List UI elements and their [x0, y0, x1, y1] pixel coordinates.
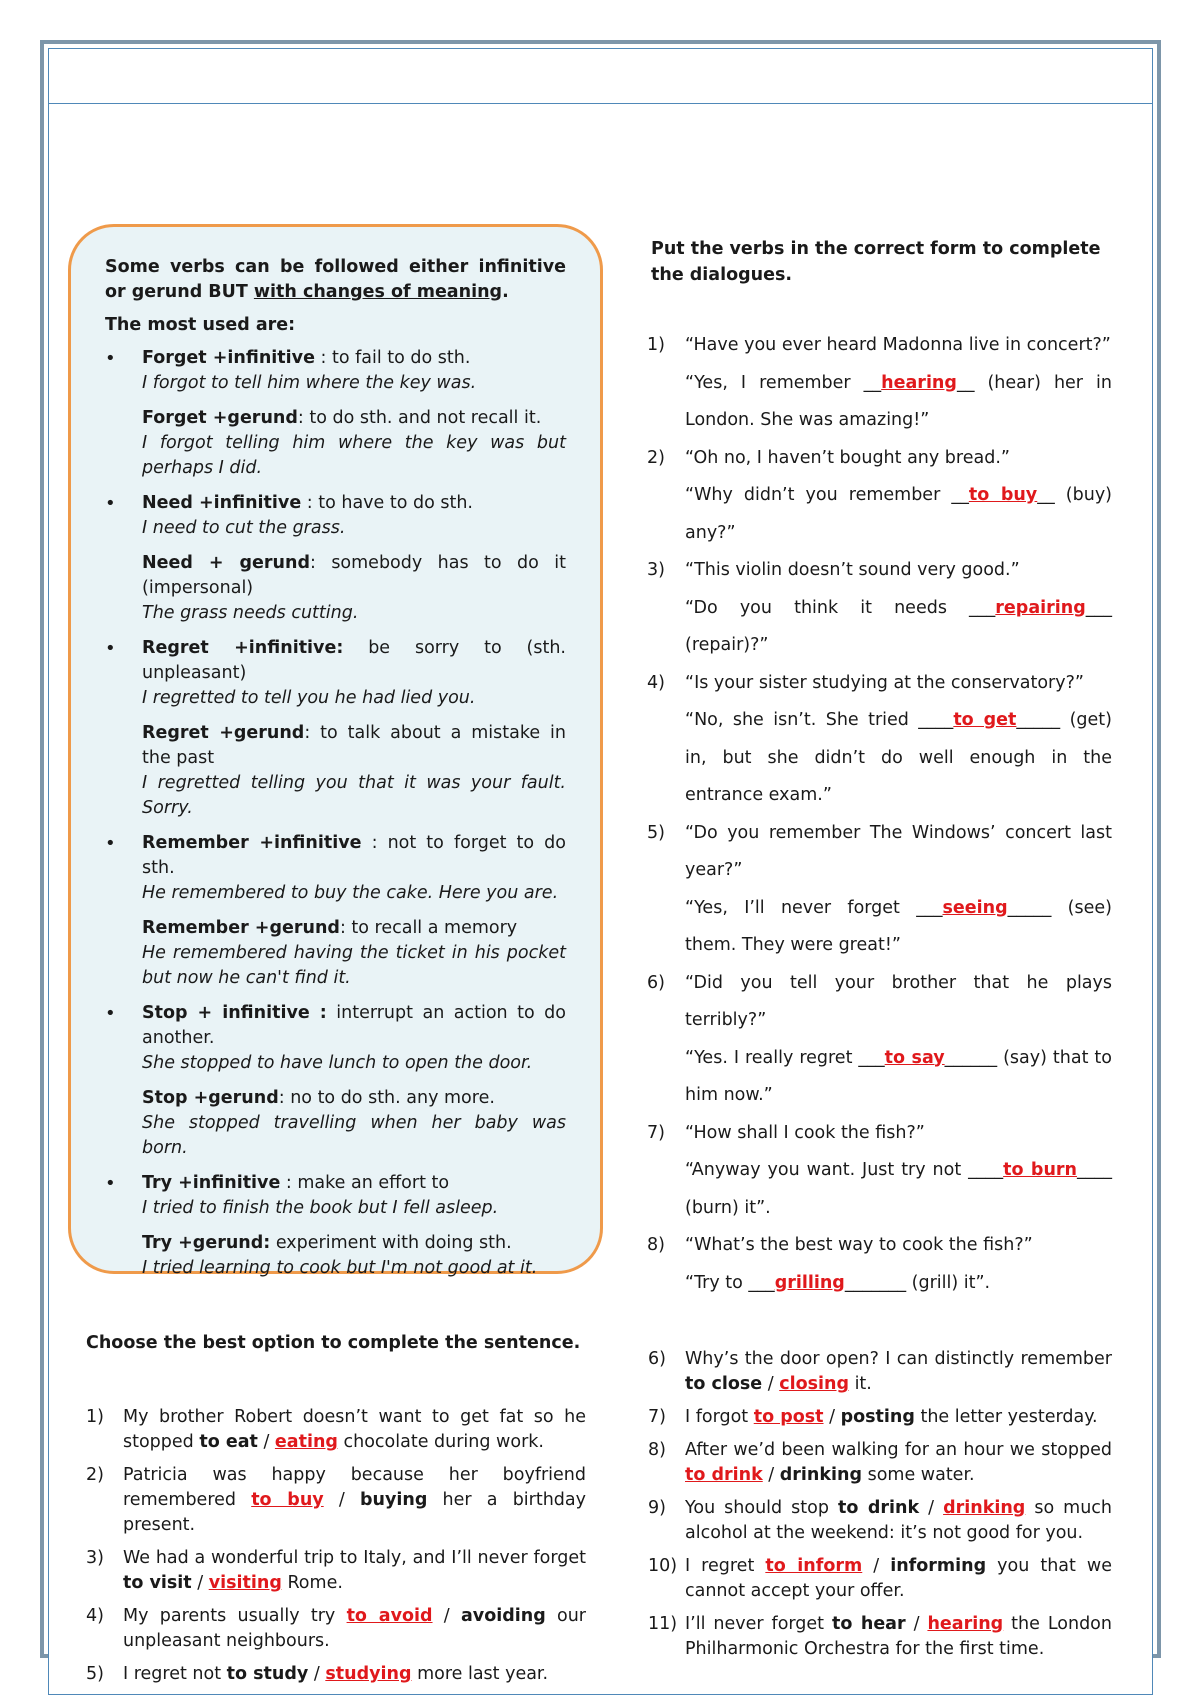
- dialogue-number: 6): [647, 972, 665, 993]
- rules-intro: Some verbs can be followed either infinitive or gerund BUT with changes of meaning.: [105, 257, 566, 302]
- option-a[interactable]: to close: [685, 1374, 763, 1394]
- rule-def: : not to forget to do sth.: [142, 833, 566, 878]
- dialogue-item: [647, 440, 1112, 553]
- rule-definition: [142, 638, 566, 683]
- option-item: [86, 1546, 586, 1596]
- rule-head: Try +infinitive: [142, 1173, 281, 1193]
- option-item: [648, 1496, 1112, 1546]
- filled-answer: to get: [953, 710, 1017, 730]
- option-sentence: [685, 1347, 1112, 1397]
- dialogue-body: [685, 815, 1112, 965]
- answer-prefix: “Yes, I remember __: [685, 372, 882, 393]
- dialogue-item: [647, 815, 1112, 965]
- rule-def: : to recall a memory: [339, 918, 518, 938]
- option-sentence: [123, 1405, 586, 1455]
- option-a[interactable]: to hear: [831, 1614, 906, 1634]
- option-a[interactable]: to drink: [685, 1465, 763, 1485]
- dialogue-item: [647, 1115, 1112, 1228]
- option-number: 4): [86, 1606, 104, 1626]
- option-a[interactable]: to avoid: [346, 1606, 433, 1626]
- rule-example: I forgot to tell him where the key was.: [142, 373, 477, 393]
- options-list-left: [86, 1405, 586, 1695]
- rule-definition: [142, 493, 473, 513]
- dialogue-body: [685, 1115, 1112, 1228]
- dialogue-item: [647, 965, 1112, 1115]
- sentence-start: After we’d been walking for an hour we stopped: [685, 1440, 1112, 1460]
- rule-example: I tried learning to cook but I'm not good at it.: [142, 1258, 538, 1278]
- option-number: 7): [648, 1407, 666, 1427]
- rule-head: Need + gerund: [142, 553, 310, 573]
- option-b[interactable]: hearing: [927, 1614, 1004, 1634]
- dialogue-number: 2): [647, 447, 665, 468]
- rule-head: Try +gerund:: [142, 1233, 271, 1253]
- sentence-start: My brother Robert doesn’t want to get fat so he stopped: [123, 1407, 586, 1452]
- dialogue-question: “How shall I cook the fish?”: [685, 1122, 925, 1143]
- option-sentence: [685, 1496, 1112, 1546]
- option-item: [648, 1612, 1112, 1662]
- answer-suffix: _______ (grill) it”.: [844, 1272, 991, 1293]
- sentence-start: I’ll never forget: [685, 1614, 832, 1634]
- option-b[interactable]: informing: [890, 1556, 987, 1576]
- sentence-start: You should stop: [685, 1498, 838, 1518]
- answer-prefix: “Anyway you want. Just try not ____: [685, 1160, 1004, 1180]
- option-number: 1): [86, 1407, 104, 1427]
- option-separator: /: [823, 1407, 841, 1427]
- sentence-end: her a birthday present.: [123, 1490, 586, 1535]
- option-b[interactable]: posting: [840, 1407, 915, 1427]
- rules-list: [105, 346, 566, 1281]
- option-b[interactable]: visiting: [208, 1573, 282, 1593]
- option-separator: /: [762, 1374, 780, 1394]
- rule-item: [105, 1001, 566, 1076]
- dialogue-question: “What’s the best way to cook the fish?”: [685, 1235, 1033, 1255]
- option-number: 11): [648, 1614, 678, 1634]
- sentence-end: Rome.: [281, 1573, 343, 1593]
- dialogue-answer: [685, 477, 1112, 552]
- dialogue-question: “This violin doesn’t sound very good.”: [685, 560, 1020, 580]
- answer-prefix: “Try to ___: [685, 1272, 775, 1293]
- rule-definition: [142, 833, 566, 878]
- sentence-end: chocolate during work.: [337, 1432, 544, 1452]
- rule-head: Forget +infinitive: [142, 348, 315, 368]
- sentence-start: We had a wonderful trip to Italy, and I’ll never forget: [123, 1548, 586, 1568]
- sentence-end: some water.: [862, 1465, 975, 1485]
- rule-def: : somebody has to do it (impersonal): [142, 553, 567, 598]
- rule-definition: [142, 1233, 512, 1253]
- answer-prefix: “Yes, I’ll never forget ___: [685, 897, 943, 918]
- rule-head: Stop + infinitive :: [142, 1003, 327, 1023]
- option-sentence: [123, 1546, 586, 1596]
- option-item: [648, 1347, 1112, 1397]
- option-sentence: [123, 1463, 586, 1538]
- answer-prefix: “Do you think it needs ___: [685, 597, 996, 618]
- rule-head: Forget +gerund: [142, 408, 298, 428]
- rule-definition: [142, 553, 566, 598]
- filled-answer: to burn: [1003, 1160, 1077, 1180]
- dialogue-question: “Did you tell your brother that he plays terribly?”: [685, 972, 1112, 1030]
- option-b[interactable]: buying: [359, 1490, 428, 1510]
- filled-answer: grilling: [774, 1272, 845, 1293]
- rule-def: interrupt an action to do another.: [142, 1003, 566, 1048]
- rule-definition: [142, 723, 566, 768]
- option-separator: /: [905, 1614, 928, 1634]
- dialogue-body: [685, 1227, 1112, 1302]
- option-separator: /: [919, 1498, 944, 1518]
- answer-suffix: _____ (see) them. They were great!”: [685, 897, 1112, 955]
- rule-example: She stopped to have lunch to open the door.: [142, 1053, 533, 1073]
- dialogue-body: [685, 665, 1112, 815]
- dialogue-number: 4): [647, 672, 665, 693]
- option-item: [86, 1662, 586, 1687]
- option-number: 9): [648, 1498, 666, 1518]
- answer-suffix: ___ (repair)?”: [685, 597, 1112, 655]
- rule-example: The grass needs cutting.: [142, 603, 359, 623]
- dialogue-answer: [685, 1152, 1112, 1227]
- option-a[interactable]: to visit: [123, 1573, 192, 1593]
- sentence-end: it.: [849, 1374, 872, 1394]
- rule-example: He remembered having the ticket in his pocket but now he can't find it.: [142, 943, 566, 988]
- dialogue-answer: [685, 1040, 1112, 1115]
- sentence-end: so much alcohol at the weekend: it’s not good for you.: [685, 1498, 1113, 1543]
- filled-answer: seeing: [942, 897, 1008, 918]
- sentence-start: Patricia was happy because her boyfriend remembered: [123, 1465, 586, 1510]
- sentence-start: Why’s the door open? I can distinctly remember: [685, 1349, 1112, 1369]
- option-b[interactable]: studying: [325, 1664, 412, 1684]
- answer-suffix: __ (buy) any?”: [685, 485, 1113, 543]
- rule-definition: [142, 1173, 449, 1193]
- rule-definition: [142, 1088, 495, 1108]
- rule-item: [105, 491, 566, 541]
- dialogue-answer: [685, 365, 1112, 440]
- option-a[interactable]: to inform: [765, 1556, 863, 1576]
- dialogue-body: [685, 552, 1112, 665]
- rules-intro-emphasis: with changes of meaning: [253, 282, 503, 302]
- sentence-start: I regret not: [123, 1664, 227, 1684]
- option-separator: /: [323, 1490, 360, 1510]
- option-item: [86, 1405, 586, 1455]
- sentence-end: the London Philharmonic Orchestra for the first time.: [685, 1614, 1112, 1659]
- option-separator: /: [762, 1465, 780, 1485]
- rule-item: [105, 721, 566, 821]
- dialogues-list: [647, 327, 1112, 1302]
- rule-def: : to fail to do sth.: [314, 348, 471, 368]
- dialogue-body: [685, 965, 1112, 1115]
- option-b[interactable]: closing: [779, 1374, 849, 1394]
- rule-head: Need +infinitive: [142, 493, 302, 513]
- rule-def: experiment with doing sth.: [270, 1233, 512, 1253]
- rule-example: I tried to finish the book but I fell asleep.: [142, 1198, 499, 1218]
- dialogue-question: “Oh no, I haven’t bought any bread.”: [685, 447, 1010, 468]
- dialogue-answer: [685, 1265, 1112, 1303]
- dialogue-item: [647, 327, 1112, 440]
- option-sentence: [123, 1604, 586, 1654]
- rule-item: [105, 406, 566, 481]
- rule-def: : to have to do sth.: [301, 493, 473, 513]
- option-separator: /: [257, 1432, 275, 1452]
- dialogues-instruction: Put the verbs in the correct form to complete the dialogues.: [651, 239, 1101, 285]
- filled-answer: repairing: [995, 597, 1086, 618]
- sentence-end: you that we cannot accept your offer.: [685, 1556, 1112, 1601]
- rule-def: : to talk about a mistake in the past: [142, 723, 566, 768]
- rule-definition: [142, 348, 470, 368]
- option-b[interactable]: eating: [274, 1432, 338, 1452]
- option-a[interactable]: to buy: [251, 1490, 324, 1510]
- option-sentence: [685, 1405, 1112, 1430]
- dialogue-number: 3): [647, 560, 665, 580]
- dialogue-item: [647, 552, 1112, 665]
- option-number: 5): [86, 1664, 104, 1684]
- option-a[interactable]: to drink: [837, 1498, 920, 1518]
- option-b[interactable]: avoiding: [460, 1606, 546, 1626]
- rule-item: [105, 346, 566, 396]
- option-number: 10): [648, 1556, 678, 1576]
- option-item: [648, 1438, 1112, 1488]
- rule-head: Remember +infinitive: [142, 833, 362, 853]
- dialogue-number: 5): [647, 822, 665, 843]
- option-item: [648, 1554, 1112, 1604]
- dialogue-question: “Is your sister studying at the conservatory?”: [685, 672, 1084, 693]
- answer-prefix: “Yes. I really regret ___: [685, 1047, 885, 1068]
- option-item: [648, 1405, 1112, 1430]
- dialogue-body: [685, 327, 1112, 440]
- rule-def: : make an effort to: [280, 1173, 450, 1193]
- sentence-start: I regret: [685, 1556, 766, 1576]
- rule-example: She stopped travelling when her baby was born.: [142, 1113, 566, 1158]
- option-a[interactable]: to eat: [199, 1432, 258, 1452]
- option-number: 8): [648, 1440, 666, 1460]
- rule-example: He remembered to buy the cake. Here you are.: [142, 883, 559, 903]
- sentence-start: My parents usually try: [123, 1606, 347, 1626]
- option-number: 3): [86, 1548, 104, 1568]
- filled-answer: to say: [884, 1047, 945, 1068]
- rule-item: [105, 1171, 566, 1221]
- grammar-rules-box: [68, 224, 603, 1278]
- options-instruction: Choose the best option to complete the sentence.: [86, 1333, 581, 1353]
- rule-def: : no to do sth. any more.: [278, 1088, 495, 1108]
- sentence-end: our unpleasant neighbours.: [123, 1606, 587, 1651]
- dialogue-answer: [685, 890, 1112, 965]
- options-list-right: [648, 1347, 1112, 1670]
- option-sentence: [123, 1662, 586, 1687]
- answer-prefix: “No, she isn’t. She tried ____: [685, 710, 954, 730]
- option-a[interactable]: to post: [753, 1407, 824, 1427]
- rule-definition: [142, 1003, 566, 1048]
- dialogue-question: “Do you remember The Windows’ concert last year?”: [685, 822, 1112, 880]
- most-used-heading: The most used are:: [105, 315, 296, 335]
- option-item: [86, 1463, 586, 1538]
- dialogue-number: 1): [647, 335, 665, 355]
- option-b[interactable]: drinking: [943, 1498, 1026, 1518]
- rule-item: [105, 1231, 566, 1281]
- sentence-end: more last year.: [411, 1664, 549, 1684]
- dialogue-item: [647, 1227, 1112, 1302]
- sentence-start: I forgot: [685, 1407, 754, 1427]
- answer-suffix: __ (hear) her in London. She was amazing!”: [685, 372, 1112, 430]
- answer-suffix: _____ (get) in, but she didn’t do well enough in the entrance exam.”: [685, 710, 1112, 805]
- option-separator: /: [862, 1556, 891, 1576]
- option-a[interactable]: to study: [226, 1664, 309, 1684]
- dialogue-question: “Have you ever heard Madonna live in concert?”: [685, 335, 1111, 355]
- rule-definition: [142, 918, 517, 938]
- rule-item: [105, 636, 566, 711]
- rule-example: I regretted to tell you he had lied you.: [142, 688, 476, 708]
- filled-answer: to buy: [968, 485, 1038, 505]
- rule-head: Regret +infinitive:: [142, 638, 344, 658]
- rule-def: : to do sth. and not recall it.: [297, 408, 542, 428]
- rule-item: [105, 831, 566, 906]
- rule-item: [105, 551, 566, 626]
- option-item: [86, 1604, 586, 1654]
- answer-suffix: ______ (say) that to him now.”: [685, 1047, 1112, 1105]
- dialogue-number: 7): [647, 1122, 665, 1143]
- rule-head: Remember +gerund: [142, 918, 340, 938]
- option-number: 2): [86, 1465, 104, 1485]
- filled-answer: hearing: [881, 372, 957, 393]
- dialogue-number: 8): [647, 1235, 665, 1255]
- dialogue-answer: [685, 702, 1112, 815]
- sentence-end: the letter yesterday.: [914, 1407, 1098, 1427]
- dialogue-body: [685, 440, 1112, 553]
- rule-definition: [142, 408, 541, 428]
- option-sentence: [685, 1554, 1112, 1604]
- rule-head: Stop +gerund: [142, 1088, 279, 1108]
- rule-example: I regretted telling you that it was your fault. Sorry.: [142, 773, 566, 818]
- option-number: 6): [648, 1349, 666, 1369]
- answer-prefix: “Why didn’t you remember __: [685, 485, 969, 505]
- answer-suffix: ____ (burn) it”.: [685, 1160, 1112, 1218]
- option-separator: /: [191, 1573, 209, 1593]
- option-separator: /: [308, 1664, 326, 1684]
- rule-example: I forgot telling him where the key was but perhaps I did.: [142, 433, 566, 478]
- rule-head: Regret +gerund: [142, 723, 305, 743]
- option-sentence: [685, 1612, 1112, 1662]
- dialogue-answer: [685, 590, 1112, 665]
- option-sentence: [685, 1438, 1112, 1488]
- rule-example: I need to cut the grass.: [142, 518, 346, 538]
- rule-def: be sorry to (sth. unpleasant): [142, 638, 566, 683]
- rule-item: [105, 1086, 566, 1161]
- option-separator: /: [432, 1606, 461, 1626]
- rule-item: [105, 916, 566, 991]
- option-b[interactable]: drinking: [779, 1465, 863, 1485]
- dialogue-item: [647, 665, 1112, 815]
